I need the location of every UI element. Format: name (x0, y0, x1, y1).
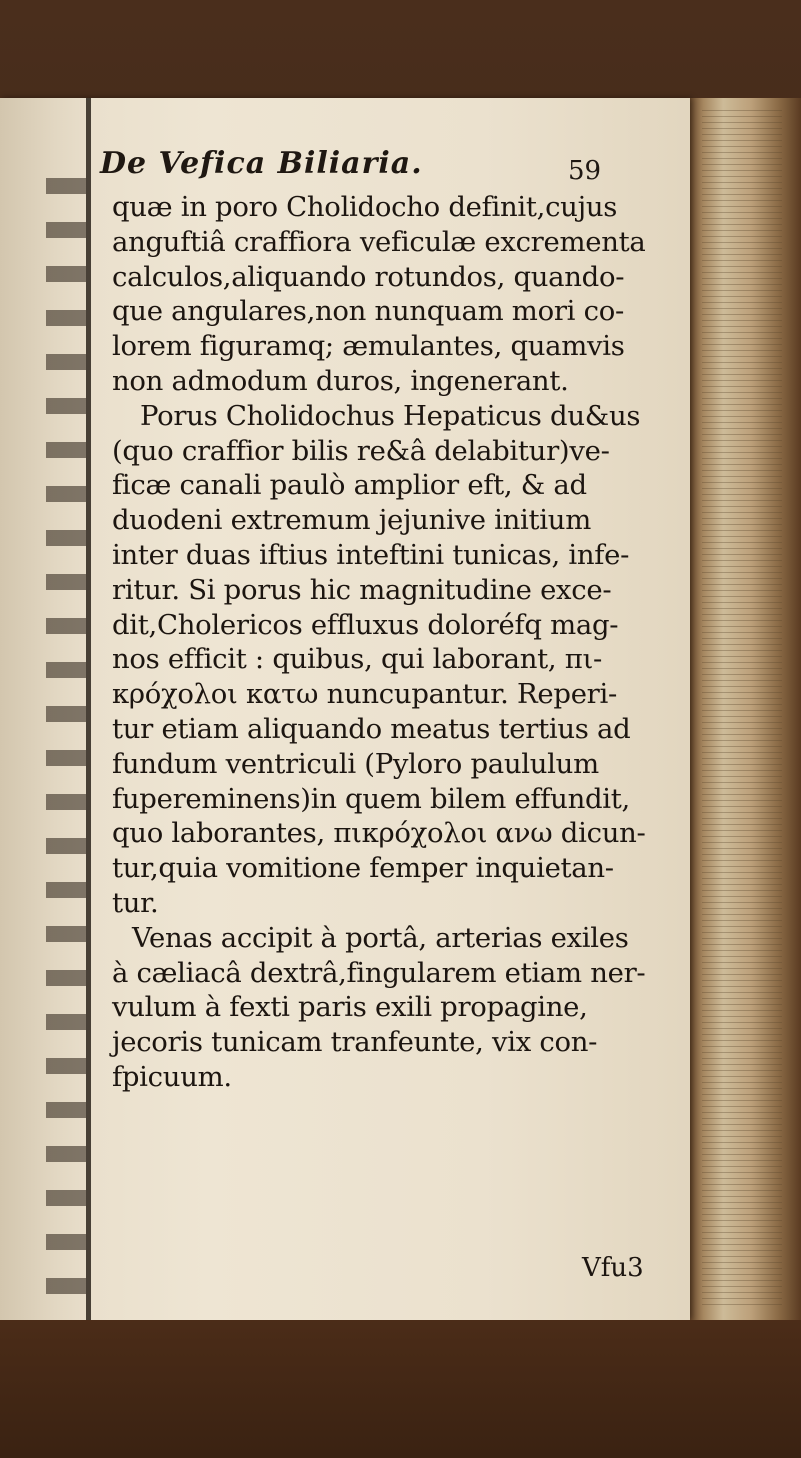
body-text (92, 190, 672, 1095)
text-line: vulum à fexti paris exili propagine, (112, 991, 588, 1024)
facing-page-text-stubs (46, 160, 86, 1300)
text-line: tur. (112, 886, 159, 919)
text-line: inter duas iftius inteftini tunicas, infe- (112, 538, 630, 571)
text-line: calculos,aliquando rotundos, quando- (112, 260, 625, 293)
photo-bottom-background (0, 1320, 801, 1458)
text-line: anguftiâ craffiora veficulæ excrementa (112, 225, 646, 258)
page-number: 59 (568, 156, 602, 186)
catchword: Vfu3 (582, 1253, 644, 1283)
text-line: que angulares,non nunquam mori co- (112, 295, 624, 328)
running-title: De Vefica Biliaria. (100, 146, 423, 181)
text-line: tur etiam aliquando meatus tertius ad (112, 712, 631, 745)
text-line: dit,Cholericos effluxus doloréfq mag- (112, 608, 619, 641)
text-line: à cæliacâ dextrâ,fingularem etiam ner- (112, 956, 646, 989)
text-line: quæ in poro Cholidocho definit,cujus (112, 191, 618, 223)
text-line: fundum ventriculi (Pyloro paululum (112, 747, 599, 780)
text-line: fupereminens)in quem bilem effundit, (112, 782, 630, 815)
text-line: ficæ canali paulò amplior eft, & ad (112, 469, 587, 502)
text-line: tur,quia vomitione femper inquietan- (112, 852, 614, 885)
text-line: κρόχολοι κατω nuncupantur. Reperi- (112, 678, 617, 711)
text-line: Venas accipit à portâ, arterias exiles (132, 921, 629, 954)
text-line: ritur. Si porus hic magnitudine exce- (112, 573, 612, 606)
text-line: non admodum duros, ingenerant. (112, 364, 569, 397)
text-line: duodeni extremum jejunive initium (112, 504, 591, 537)
text-line: Porus Cholidochus Hepaticus du&us (140, 399, 641, 432)
fore-edge-page-lines (702, 110, 782, 1310)
gutter-rule (86, 98, 91, 1320)
text-line: lorem figuramq; æmulantes, quamvis (112, 330, 625, 363)
text-line: fpicuum. (112, 1060, 232, 1093)
text-line: quo laborantes, πικρόχολοι ανω dicun- (112, 817, 646, 850)
text-line: (quo craffior bilis re&â delabitur)ve- (112, 434, 610, 467)
text-line: jecoris tunicam tranfeunte, vix con- (112, 1026, 598, 1059)
text-line: nos efficit : quibus, qui laborant, πι- (112, 643, 603, 676)
